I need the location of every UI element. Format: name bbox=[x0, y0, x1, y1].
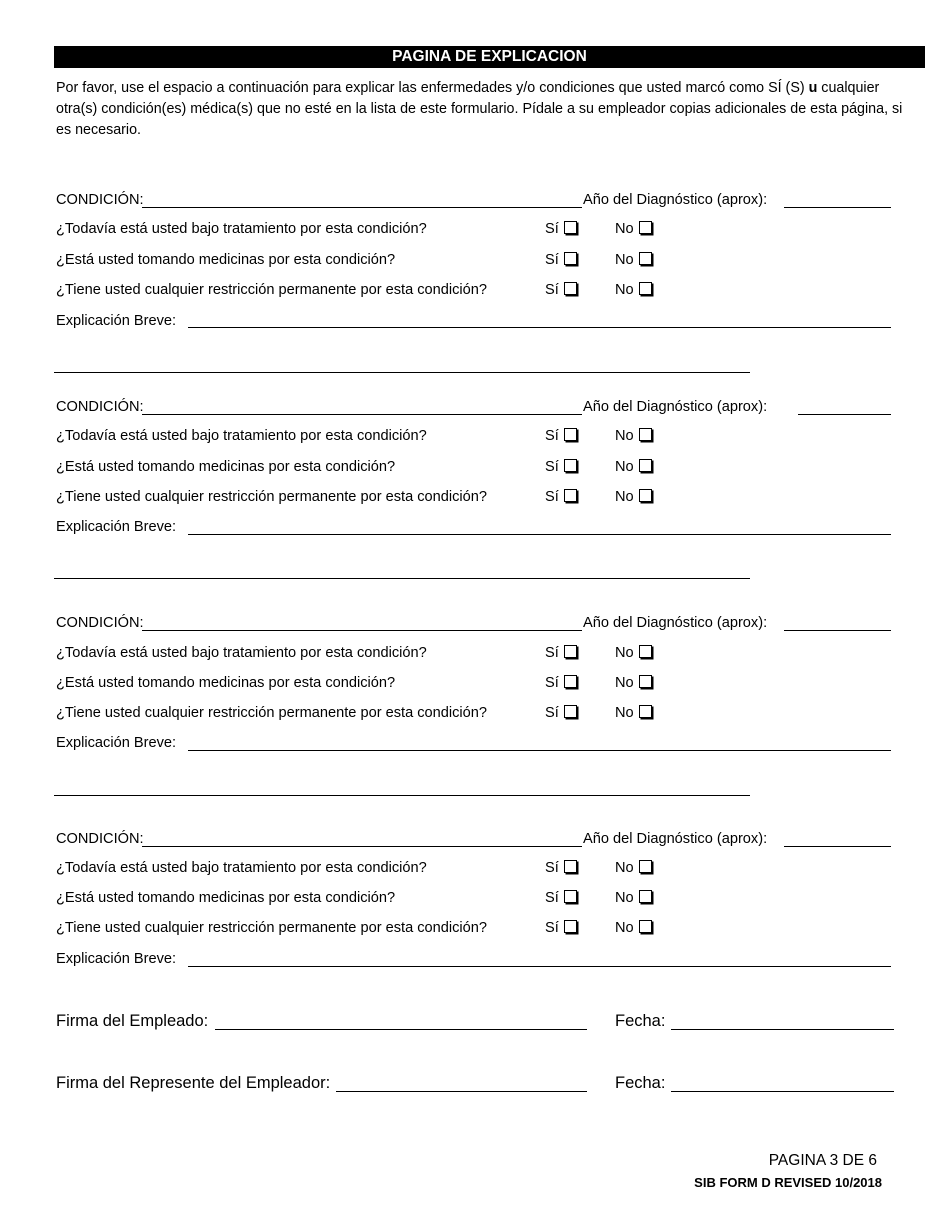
yes-option: Sí bbox=[545, 889, 577, 907]
condition-input-line[interactable] bbox=[142, 630, 582, 631]
explanation-input-line[interactable] bbox=[188, 966, 891, 967]
yes-option: Sí bbox=[545, 644, 577, 662]
explanation-input-line[interactable] bbox=[188, 534, 891, 535]
no-option: No bbox=[615, 919, 652, 937]
question-restriction: ¿Tiene usted cualquier restricción permanente por esta condición? bbox=[56, 282, 488, 298]
no-option: No bbox=[615, 220, 652, 238]
instructions-text: Por favor, use el espacio a continuación para explicar las enfermedades y/o condiciones que usted marcó como SÍ (S) bbox=[56, 80, 809, 96]
explanation-continuation-line[interactable] bbox=[54, 578, 750, 579]
no-checkbox[interactable] bbox=[639, 890, 652, 903]
no-option: No bbox=[615, 251, 652, 269]
yes-option: Sí bbox=[545, 458, 577, 476]
explanation-label: Explicación Breve: bbox=[56, 735, 177, 751]
employee-date-line[interactable] bbox=[671, 1029, 894, 1030]
employer-signature-line[interactable] bbox=[336, 1091, 587, 1092]
page-number: PAGINA 3 DE 6 bbox=[768, 1152, 877, 1169]
employee-signature-line[interactable] bbox=[215, 1029, 587, 1030]
condition-input-line[interactable] bbox=[142, 414, 582, 415]
no-option: No bbox=[615, 458, 652, 476]
yes-checkbox[interactable] bbox=[564, 705, 577, 718]
question-medicine: ¿Está usted tomando medicinas por esta condición? bbox=[56, 675, 396, 691]
yes-checkbox[interactable] bbox=[564, 428, 577, 441]
year-input-line[interactable] bbox=[798, 414, 891, 415]
yes-option: Sí bbox=[545, 220, 577, 238]
employer-date-line[interactable] bbox=[671, 1091, 894, 1092]
no-option: No bbox=[615, 859, 652, 877]
page-title: PAGINA DE EXPLICACION bbox=[392, 48, 587, 65]
question-medicine: ¿Está usted tomando medicinas por esta condición? bbox=[56, 252, 396, 268]
explanation-input-line[interactable] bbox=[188, 750, 891, 751]
yes-option: Sí bbox=[545, 281, 577, 299]
no-checkbox[interactable] bbox=[639, 428, 652, 441]
condition-label: CONDICIÓN: bbox=[56, 399, 144, 415]
explanation-input-line[interactable] bbox=[188, 327, 891, 328]
question-restriction: ¿Tiene usted cualquier restricción permanente por esta condición? bbox=[56, 489, 488, 505]
no-option: No bbox=[615, 488, 652, 506]
no-checkbox[interactable] bbox=[639, 282, 652, 295]
question-medicine: ¿Está usted tomando medicinas por esta condición? bbox=[56, 459, 396, 475]
year-label: Año del Diagnóstico (aprox): bbox=[583, 831, 768, 847]
no-checkbox[interactable] bbox=[639, 489, 652, 502]
employee-signature-label: Firma del Empleado: bbox=[56, 1012, 209, 1030]
year-label: Año del Diagnóstico (aprox): bbox=[583, 192, 768, 208]
instructions-paragraph bbox=[56, 78, 906, 141]
explanation-label: Explicación Breve: bbox=[56, 313, 177, 329]
employer-signature-label: Firma del Represente del Empleador: bbox=[56, 1074, 331, 1092]
instructions-text-cont: cualquier otra(s) condición(es) médica(s) que no esté en la lista de este formulario. Pídale a su empleador copias adicionales de esta página, si es necesario. bbox=[56, 80, 903, 138]
yes-option: Sí bbox=[545, 704, 577, 722]
condition-input-line[interactable] bbox=[142, 846, 582, 847]
no-checkbox[interactable] bbox=[639, 675, 652, 688]
condition-label: CONDICIÓN: bbox=[56, 615, 144, 631]
explanation-continuation-line[interactable] bbox=[54, 795, 750, 796]
no-checkbox[interactable] bbox=[639, 221, 652, 234]
yes-checkbox[interactable] bbox=[564, 645, 577, 658]
yes-checkbox[interactable] bbox=[564, 459, 577, 472]
year-input-line[interactable] bbox=[784, 846, 891, 847]
instructions-bold: u bbox=[808, 80, 818, 96]
no-checkbox[interactable] bbox=[639, 705, 652, 718]
employee-date-label: Fecha: bbox=[615, 1012, 666, 1030]
yes-checkbox[interactable] bbox=[564, 282, 577, 295]
no-option: No bbox=[615, 281, 652, 299]
yes-checkbox[interactable] bbox=[564, 221, 577, 234]
question-treatment: ¿Todavía está usted bajo tratamiento por esta condición? bbox=[56, 221, 427, 237]
year-label: Año del Diagnóstico (aprox): bbox=[583, 615, 768, 631]
no-option: No bbox=[615, 889, 652, 907]
employer-date-label: Fecha: bbox=[615, 1074, 666, 1092]
no-option: No bbox=[615, 704, 652, 722]
yes-option: Sí bbox=[545, 427, 577, 445]
yes-checkbox[interactable] bbox=[564, 252, 577, 265]
year-input-line[interactable] bbox=[784, 207, 891, 208]
explanation-label: Explicación Breve: bbox=[56, 951, 177, 967]
yes-checkbox[interactable] bbox=[564, 675, 577, 688]
form-id: SIB FORM D REVISED 10/2018 bbox=[694, 1175, 882, 1190]
no-checkbox[interactable] bbox=[639, 860, 652, 873]
yes-option: Sí bbox=[545, 919, 577, 937]
no-checkbox[interactable] bbox=[639, 920, 652, 933]
yes-checkbox[interactable] bbox=[564, 920, 577, 933]
yes-checkbox[interactable] bbox=[564, 860, 577, 873]
yes-checkbox[interactable] bbox=[564, 890, 577, 903]
yes-checkbox[interactable] bbox=[564, 489, 577, 502]
yes-option: Sí bbox=[545, 674, 577, 692]
question-treatment: ¿Todavía está usted bajo tratamiento por esta condición? bbox=[56, 645, 427, 661]
yes-option: Sí bbox=[545, 251, 577, 269]
explanation-label: Explicación Breve: bbox=[56, 519, 177, 535]
year-input-line[interactable] bbox=[784, 630, 891, 631]
no-option: No bbox=[615, 644, 652, 662]
question-medicine: ¿Está usted tomando medicinas por esta condición? bbox=[56, 890, 396, 906]
question-restriction: ¿Tiene usted cualquier restricción permanente por esta condición? bbox=[56, 705, 488, 721]
no-checkbox[interactable] bbox=[639, 645, 652, 658]
question-treatment: ¿Todavía está usted bajo tratamiento por esta condición? bbox=[56, 428, 427, 444]
explanation-continuation-line[interactable] bbox=[54, 372, 750, 373]
yes-option: Sí bbox=[545, 488, 577, 506]
condition-input-line[interactable] bbox=[142, 207, 582, 208]
yes-option: Sí bbox=[545, 859, 577, 877]
no-option: No bbox=[615, 427, 652, 445]
condition-label: CONDICIÓN: bbox=[56, 192, 144, 208]
condition-label: CONDICIÓN: bbox=[56, 831, 144, 847]
no-checkbox[interactable] bbox=[639, 252, 652, 265]
question-treatment: ¿Todavía está usted bajo tratamiento por esta condición? bbox=[56, 860, 427, 876]
no-option: No bbox=[615, 674, 652, 692]
no-checkbox[interactable] bbox=[639, 459, 652, 472]
year-label: Año del Diagnóstico (aprox): bbox=[583, 399, 768, 415]
question-restriction: ¿Tiene usted cualquier restricción permanente por esta condición? bbox=[56, 920, 488, 936]
